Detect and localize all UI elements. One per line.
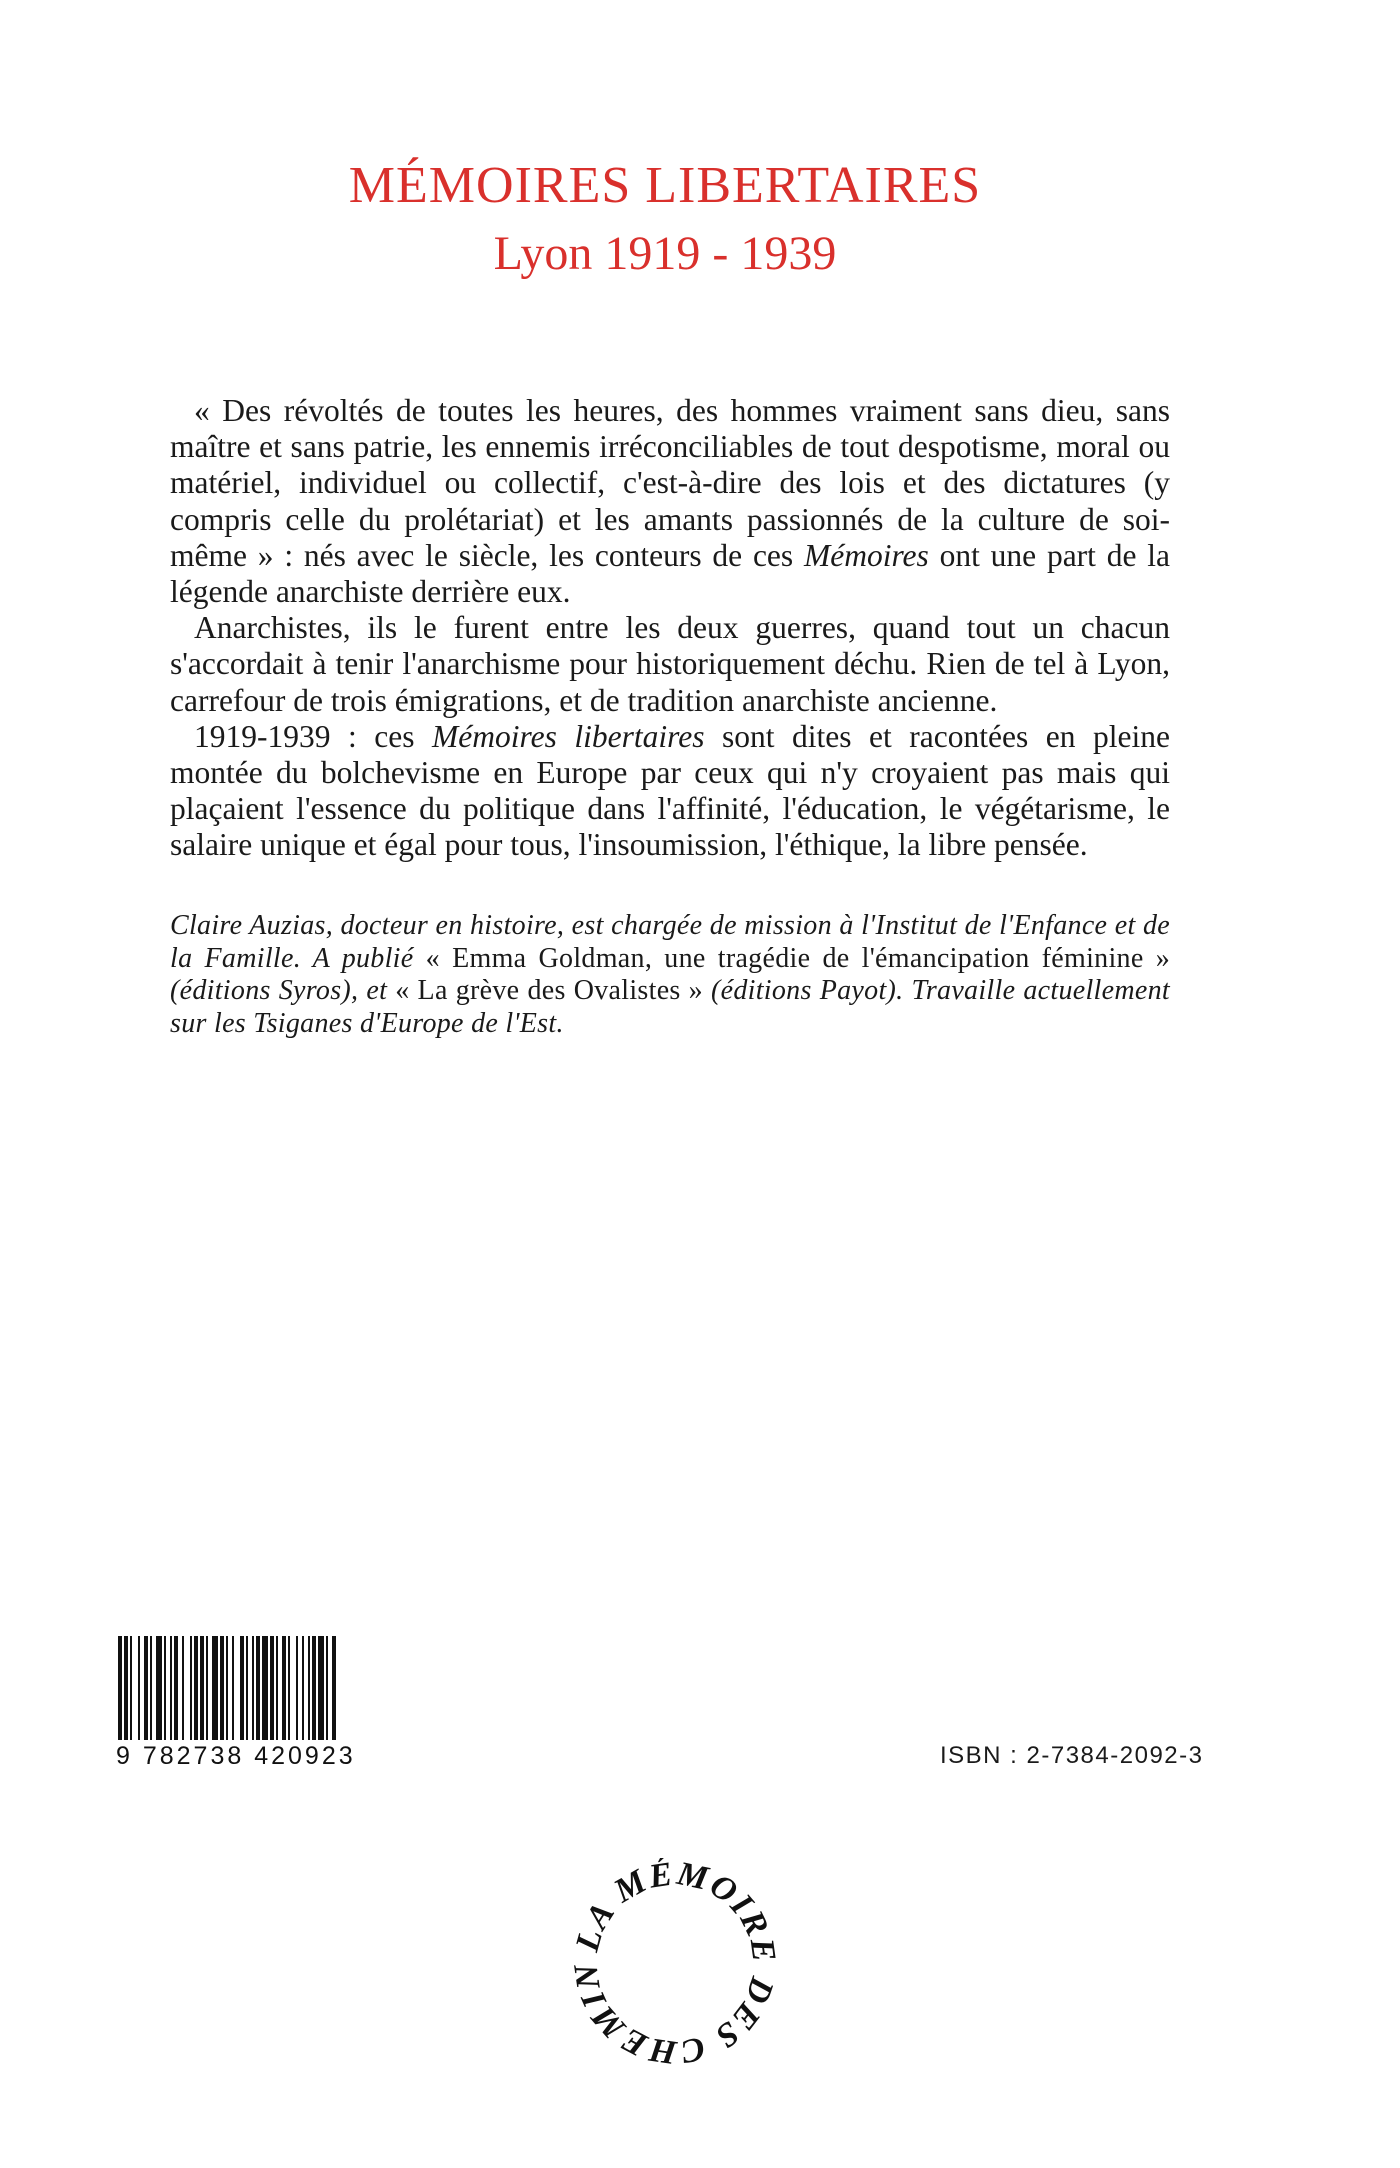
barcode-bar [270,1636,274,1740]
barcode-bar [288,1636,290,1740]
isbn: ISBN : 2-7384-2092-3 [940,1742,1204,1769]
barcode-bar [312,1636,316,1740]
author-bio: Claire Auzias, docteur en histoire, est chargée de mission à l'Institut de l'Enfance et de la Famille. A publié « Emma Goldman, une tragédie de l'émancipation féminine » (éditions Syros), et « La grève des Ovalistes » (éditions Payot). Travaille actuellement sur les Tsiganes d'Europe de l'Est. [170,910,1170,1039]
barcode-bar [246,1636,248,1740]
book-subtitle: Lyon 1919 - 1939 [493,227,837,280]
blurb [170,393,1170,864]
barcode-bar [118,1636,122,1740]
barcode-bar [194,1636,198,1740]
barcode-bar [318,1636,324,1740]
barcode-bar [130,1636,132,1740]
barcode-bar [124,1636,128,1740]
barcode-bar [144,1636,148,1740]
book-title: MÉMOIRES LIBERTAIRES [348,157,982,214]
barcode-bar [262,1636,268,1740]
barcode-bar [138,1636,140,1740]
barcode-bar [220,1636,224,1740]
barcode-bar [200,1636,204,1740]
blurb-paragraph-3: 1919-1939 : ces Mémoires libertaires sont dites et racontées en pleine montée du bolchevisme en Europe par ceux qui n'y croyaient pas mais qui plaçaient l'essence du politique dans l'affinité, l'éducation, le végétarisme, le salaire unique et égal pour tous, l'insoumission, l'éthique, la libre pensée. [170,718,1170,863]
barcode-bar [170,1636,172,1740]
barcode-bar [174,1636,178,1740]
barcode-bar [150,1636,152,1740]
barcode-bar [302,1636,304,1740]
barcode-bar [276,1636,278,1740]
blurb-paragraph-1: « Des révoltés de toutes les heures, des hommes vraiment sans dieu, sans maître et sans patrie, les ennemis irréconciliables de tout despotisme, moral ou matériel, individuel ou collectif, c'est-à-dire des lois et des dictatures (y compris celle du prolétariat) et les amants passionnés de la culture de soi-même » : nés avec le siècle, les conteurs de ces Mémoires ont une part de la légende anarchiste derrière eux. [170,393,1170,610]
blurb-paragraph-2: Anarchistes, ils le furent entre les deux guerres, quand tout un chacun s'accordait à tenir l'anarchisme pour historiquement déchu. Rien de tel à Lyon, carrefour de trois émigrations, et de tradition anarchiste ancienne. [170,610,1170,718]
barcode-bar [252,1636,254,1740]
barcode-bar [232,1636,234,1740]
publisher-logo [570,1858,780,2068]
barcode-bar [206,1636,208,1740]
barcode-bar [190,1636,192,1740]
barcode-bar [212,1636,218,1740]
barcode-digits: 9 782738 420923 [116,1742,356,1770]
publisher-logo-mark [570,1858,780,2068]
barcode-bar [296,1636,298,1740]
barcode-bar [182,1636,184,1740]
barcode-bar [156,1636,162,1740]
barcode-bar [164,1636,166,1740]
barcode-bar [326,1636,328,1740]
barcode-bar [308,1636,310,1740]
svg-text:LA MÉMOIRE DES CHEMINS: LA MÉMOIRE DES CHEMIN [570,1858,780,2068]
barcode-bar [226,1636,228,1740]
barcode-bar [256,1636,260,1740]
barcode-bar [332,1636,336,1740]
barcode-bar [240,1636,244,1740]
barcode-bar [282,1636,286,1740]
